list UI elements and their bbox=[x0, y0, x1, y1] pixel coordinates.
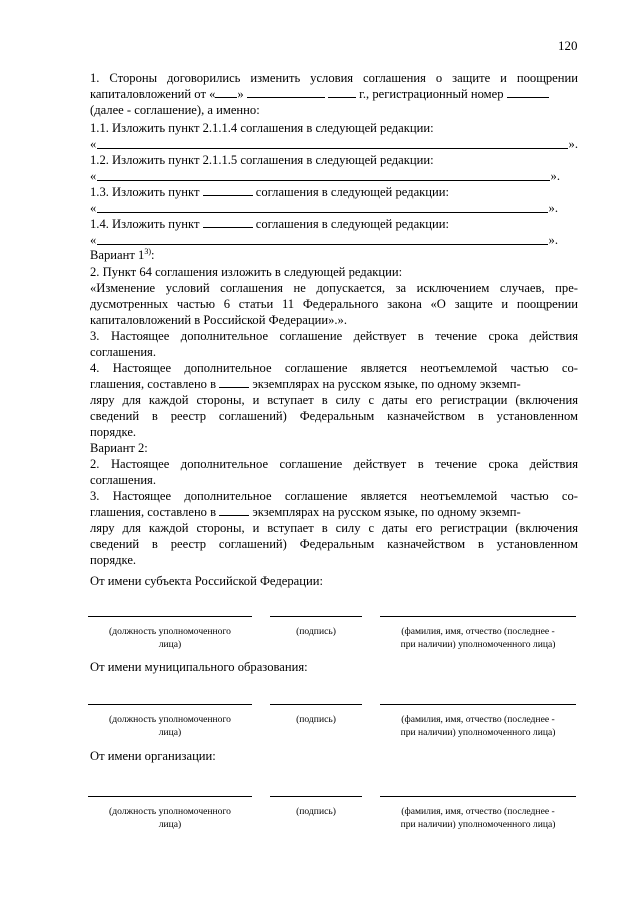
quote-open: « bbox=[90, 201, 97, 215]
variant2-line5: ляру для каждой стороны, и вступает в силу с даты его регистрации (включения bbox=[90, 521, 578, 535]
fullname-caption-line1: (фамилия, имя, отчество (последнее - bbox=[401, 626, 555, 637]
signature-caption: (подпись) bbox=[296, 626, 336, 637]
date-day-blank bbox=[215, 86, 237, 98]
copies-suffix: экземплярах на русском языке, по одному экземп- bbox=[252, 505, 521, 519]
variant1-title-text: Вариант 1 bbox=[90, 248, 145, 262]
copies-count-blank bbox=[219, 504, 249, 516]
fullname-caption-line2: при наличии) уполномоченного лица) bbox=[400, 639, 556, 650]
section1-line1: 1. Стороны договорились изменить условия соглашения о защите и поощрении bbox=[90, 71, 578, 85]
quote-open: « bbox=[90, 233, 97, 247]
copies-suffix: экземплярах на русском языке, по одному экземп- bbox=[252, 377, 521, 391]
quote-close: ». bbox=[548, 201, 558, 215]
position-caption-line2: лица) bbox=[158, 819, 182, 830]
position-caption-line1: (должность уполномоченного bbox=[109, 626, 231, 637]
position-caption-line2: лица) bbox=[158, 727, 182, 738]
quote-open: « bbox=[90, 169, 97, 183]
quote-close: ». bbox=[568, 137, 578, 151]
fullname-signature-line bbox=[380, 704, 576, 705]
position-signature-line bbox=[88, 616, 252, 617]
item-1-1: 1.1. Изложить пункт 2.1.1.4 соглашения в следующей редакции: bbox=[90, 121, 434, 135]
copies-count-blank bbox=[219, 376, 249, 388]
variant2-line1: 2. Настоящее дополнительное соглашение действует в течение срока действия bbox=[90, 457, 578, 471]
variant2-line6: сведений в реестр соглашений) Федеральным казначейством в установленном bbox=[90, 537, 578, 551]
registration-number-blank bbox=[507, 86, 549, 98]
fullname-caption bbox=[380, 625, 576, 651]
variant1-title bbox=[90, 247, 154, 263]
item-1-3 bbox=[90, 184, 449, 200]
variant1-line3: дусмотренных частью 6 статьи 11 Федерального закона «О защите и поощрении bbox=[90, 297, 578, 311]
section1-line2 bbox=[90, 86, 549, 102]
fill-line bbox=[97, 200, 547, 213]
section1-line3: (далее - соглашение), а именно: bbox=[90, 103, 260, 117]
date-year-blank bbox=[328, 86, 356, 98]
item-1-4-blank bbox=[90, 232, 558, 248]
variant1-line1: 2. Пункт 64 соглашения изложить в следующей редакции: bbox=[90, 265, 403, 279]
page-number: 120 bbox=[558, 38, 578, 53]
position-caption bbox=[88, 713, 252, 739]
copies-prefix: глашения, составлено в bbox=[90, 505, 217, 519]
item-1-3-prefix: 1.3. Изложить пункт bbox=[90, 185, 200, 199]
position-caption-line1: (должность уполномоченного bbox=[109, 806, 231, 817]
variant1-line9: ляру для каждой стороны, и вступает в силу с даты его регистрации (включения bbox=[90, 393, 578, 407]
quote-open: « bbox=[90, 137, 97, 151]
variant2-title: Вариант 2: bbox=[90, 441, 148, 455]
signature-line bbox=[270, 796, 362, 797]
item-1-3-suffix: соглашения в следующей редакции: bbox=[255, 185, 449, 199]
variant1-line6: соглашения. bbox=[90, 345, 156, 359]
org-heading: От имени организации: bbox=[90, 749, 216, 763]
fill-line bbox=[97, 136, 567, 149]
date-month-blank bbox=[247, 86, 325, 98]
position-signature-line bbox=[88, 704, 252, 705]
agreement-date-prefix: капиталовложений от « bbox=[90, 87, 216, 101]
position-caption bbox=[88, 625, 252, 651]
item-1-1-blank bbox=[90, 136, 578, 152]
variant1-line2: «Изменение условий соглашения не допускается, за исключением случаев, пре- bbox=[90, 281, 578, 295]
date-quote-close: » bbox=[237, 87, 244, 101]
item-1-4 bbox=[90, 216, 449, 232]
variant2-line3: 3. Настоящее дополнительное соглашение является неотъемлемой частью со- bbox=[90, 489, 578, 503]
quote-close: ». bbox=[548, 233, 558, 247]
registration-label: г., регистрационный номер bbox=[359, 87, 504, 101]
variant1-line8 bbox=[90, 376, 521, 392]
fullname-caption-line1: (фамилия, имя, отчество (последнее - bbox=[401, 714, 555, 725]
item-1-4-point-blank bbox=[203, 216, 253, 228]
subject-heading: От имени субъекта Российской Федерации: bbox=[90, 574, 323, 588]
quote-close: ». bbox=[550, 169, 560, 183]
fullname-signature-line bbox=[380, 796, 576, 797]
signature-caption: (подпись) bbox=[296, 806, 336, 817]
fullname-caption-line2: при наличии) уполномоченного лица) bbox=[400, 819, 556, 830]
variant2-line4 bbox=[90, 504, 521, 520]
variant1-line5: 3. Настоящее дополнительное соглашение действует в течение срока действия bbox=[90, 329, 578, 343]
item-1-4-suffix: соглашения в следующей редакции: bbox=[255, 217, 449, 231]
municipal-heading: От имени муниципального образования: bbox=[90, 660, 308, 674]
signature-line bbox=[270, 704, 362, 705]
signature-caption: (подпись) bbox=[296, 714, 336, 725]
variant1-line4: капиталовложений в Российской Федерации».». bbox=[90, 313, 347, 327]
variant2-line2: соглашения. bbox=[90, 473, 156, 487]
position-caption-line1: (должность уполномоченного bbox=[109, 714, 231, 725]
position-caption-line2: лица) bbox=[158, 639, 182, 650]
fullname-caption bbox=[380, 713, 576, 739]
variant1-line7: 4. Настоящее дополнительное соглашение является неотъемлемой частью со- bbox=[90, 361, 578, 375]
item-1-3-blank bbox=[90, 200, 558, 216]
fill-line bbox=[97, 232, 547, 245]
signature-line bbox=[270, 616, 362, 617]
position-signature-line bbox=[88, 796, 252, 797]
copies-prefix: глашения, составлено в bbox=[90, 377, 217, 391]
footnote-mark: 3) bbox=[144, 246, 151, 256]
position-caption bbox=[88, 805, 252, 831]
variant1-colon: : bbox=[150, 248, 155, 262]
fullname-caption-line1: (фамилия, имя, отчество (последнее - bbox=[401, 806, 555, 817]
fullname-caption-line2: при наличии) уполномоченного лица) bbox=[400, 727, 556, 738]
item-1-2-blank bbox=[90, 168, 560, 184]
item-1-4-prefix: 1.4. Изложить пункт bbox=[90, 217, 200, 231]
variant2-line7: порядке. bbox=[90, 553, 137, 567]
fill-line bbox=[97, 168, 549, 181]
variant1-line10: сведений в реестр соглашений) Федеральным казначейством в установленном bbox=[90, 409, 578, 423]
item-1-3-point-blank bbox=[203, 184, 253, 196]
fullname-signature-line bbox=[380, 616, 576, 617]
variant1-line11: порядке. bbox=[90, 425, 137, 439]
item-1-2: 1.2. Изложить пункт 2.1.1.5 соглашения в следующей редакции: bbox=[90, 153, 434, 167]
fullname-caption bbox=[380, 805, 576, 831]
